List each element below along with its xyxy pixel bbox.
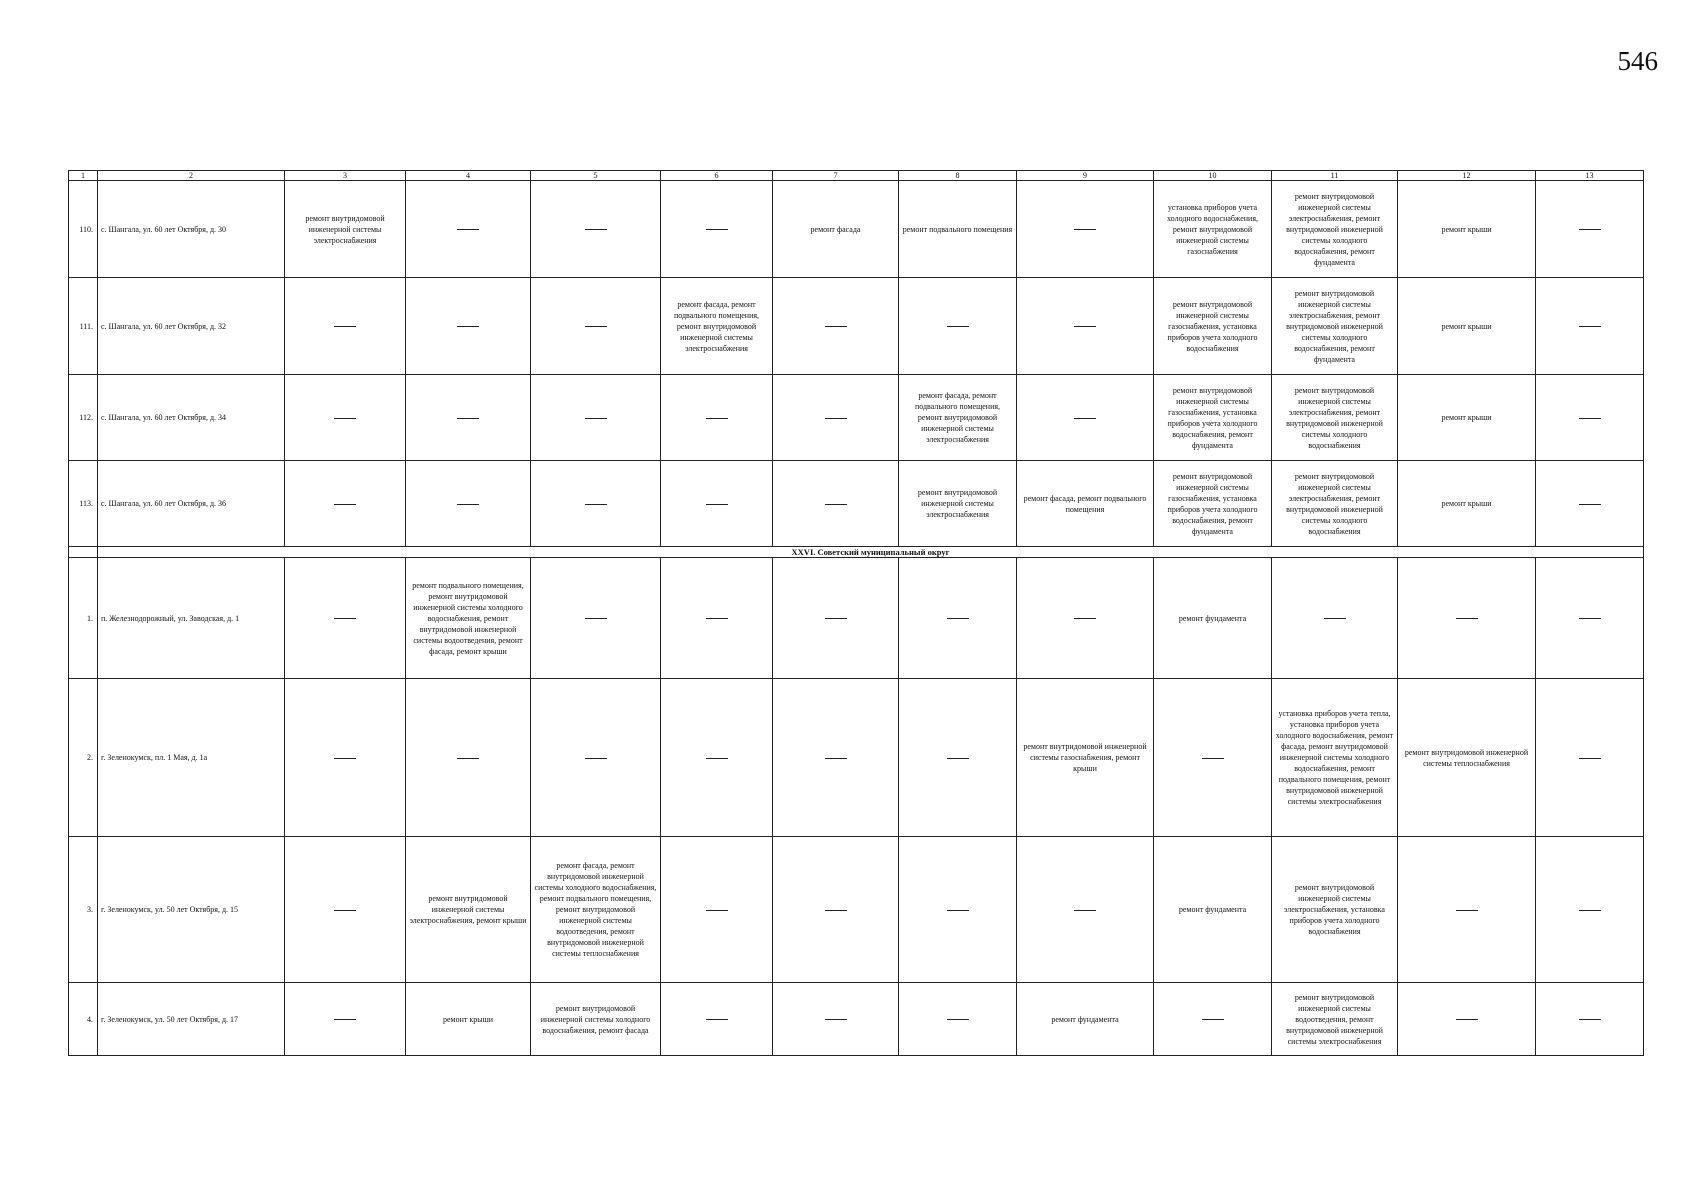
row-cell — [899, 278, 1017, 375]
row-number: 110. — [69, 181, 98, 278]
row-address: с. Шангала, ул. 60 лет Октября, д. 34 — [98, 375, 285, 461]
empty-dash — [585, 504, 607, 505]
row-number: 3. — [69, 837, 98, 983]
row-cell: ремонт фасада, ремонт подвального помещения — [1017, 461, 1154, 547]
row-cell: ремонт внутридомовой инженерной системы электроснабжения — [285, 181, 406, 278]
row-cell — [773, 983, 899, 1056]
row-cell — [285, 558, 406, 679]
page-number: 546 — [1617, 46, 1658, 76]
row-cell — [899, 558, 1017, 679]
row-cell: ремонт внутридомовой инженерной системы электроснабжения, ремонт внутридомовой инженерной системы холодного водоснабжения — [1272, 375, 1398, 461]
row-cell — [285, 983, 406, 1056]
empty-dash — [1579, 1019, 1601, 1020]
row-cell — [1017, 837, 1154, 983]
empty-dash — [1579, 504, 1601, 505]
empty-dash — [457, 758, 479, 759]
row-cell — [1398, 837, 1536, 983]
section-row — [69, 547, 1644, 558]
row-cell — [1154, 983, 1272, 1056]
empty-dash — [1579, 618, 1601, 619]
row-cell: ремонт внутридомовой инженерной системы газоснабжения, ремонт крыши — [1017, 679, 1154, 837]
row-cell — [1536, 181, 1644, 278]
row-cell: установка приборов учета холодного водоснабжения, ремонт внутридомовой инженерной системы газоснабжения — [1154, 181, 1272, 278]
row-cell — [661, 679, 773, 837]
empty-dash — [457, 326, 479, 327]
column-number: 4 — [406, 171, 531, 181]
row-address: с. Шангала, ул. 60 лет Октября, д. 36 — [98, 461, 285, 547]
row-cell: ремонт фасада, ремонт подвального помещения, ремонт внутридомовой инженерной системы электроснабжения — [661, 278, 773, 375]
row-cell: ремонт внутридомовой инженерной системы электроснабжения, установка приборов учета холодного водоснабжения — [1272, 837, 1398, 983]
empty-dash — [334, 418, 356, 419]
row-cell — [406, 181, 531, 278]
row-cell — [285, 375, 406, 461]
table-row — [69, 679, 1644, 837]
row-cell — [773, 461, 899, 547]
section-title: XXVI. Советский муниципальный округ — [98, 547, 1644, 558]
row-cell — [661, 983, 773, 1056]
row-cell: ремонт фасада, ремонт подвального помещения, ремонт внутридомовой инженерной системы электроснабжения — [899, 375, 1017, 461]
row-cell: ремонт внутридомовой инженерной системы газоснабжения, установка приборов учета холодного водоснабжения — [1154, 278, 1272, 375]
row-cell — [661, 181, 773, 278]
empty-dash — [1456, 618, 1478, 619]
row-cell: ремонт внутридомовой инженерной системы электроснабжения, ремонт крыши — [406, 837, 531, 983]
row-address: г. Зеленокумск, ул. 50 лет Октября, д. 15 — [98, 837, 285, 983]
row-cell: ремонт крыши — [406, 983, 531, 1056]
row-cell — [531, 558, 661, 679]
row-cell — [285, 679, 406, 837]
empty-dash — [706, 504, 728, 505]
empty-dash — [947, 910, 969, 911]
empty-dash — [334, 504, 356, 505]
row-number: 2. — [69, 679, 98, 837]
column-number: 8 — [899, 171, 1017, 181]
row-cell — [1017, 181, 1154, 278]
table-row — [69, 375, 1644, 461]
empty-dash — [1456, 910, 1478, 911]
empty-dash — [706, 758, 728, 759]
empty-dash — [706, 1019, 728, 1020]
empty-dash — [825, 758, 847, 759]
row-cell — [661, 558, 773, 679]
row-cell — [773, 375, 899, 461]
column-number: 2 — [98, 171, 285, 181]
row-cell — [1536, 679, 1644, 837]
row-cell — [1536, 558, 1644, 679]
column-number: 6 — [661, 171, 773, 181]
row-cell: ремонт внутридомовой инженерной системы электроснабжения, ремонт внутридомовой инженерной системы холодного водоснабжения — [1272, 461, 1398, 547]
row-cell — [1154, 679, 1272, 837]
row-cell — [1536, 983, 1644, 1056]
row-cell: ремонт фундамента — [1154, 558, 1272, 679]
row-cell — [1017, 375, 1154, 461]
row-cell — [285, 278, 406, 375]
row-cell: ремонт внутридомовой инженерной системы теплоснабжения — [1398, 679, 1536, 837]
empty-dash — [825, 504, 847, 505]
empty-dash — [334, 758, 356, 759]
row-cell: ремонт подвального помещения — [899, 181, 1017, 278]
section-blank — [69, 547, 98, 558]
empty-dash — [334, 1019, 356, 1020]
empty-dash — [334, 910, 356, 911]
row-cell — [1536, 461, 1644, 547]
empty-dash — [1074, 229, 1096, 230]
empty-dash — [1074, 618, 1096, 619]
row-cell: установка приборов учета тепла, установка приборов учета холодного водоснабжения, ремонт фасада, ремонт внутридомовой инженерной системы холодного водоснабжения, ремонт подвального помещения, ремонт внутридомовой инженерной системы электроснабжения — [1272, 679, 1398, 837]
empty-dash — [1579, 229, 1601, 230]
row-cell — [1536, 837, 1644, 983]
row-cell — [661, 461, 773, 547]
column-number: 11 — [1272, 171, 1398, 181]
empty-dash — [1074, 326, 1096, 327]
row-address: г. Зеленокумск, ул. 50 лет Октября, д. 17 — [98, 983, 285, 1056]
empty-dash — [947, 758, 969, 759]
row-cell — [661, 837, 773, 983]
row-cell — [531, 461, 661, 547]
empty-dash — [947, 618, 969, 619]
column-number: 7 — [773, 171, 899, 181]
row-cell: ремонт внутридомовой инженерной системы газоснабжения, установка приборов учета холодного водоснабжения, ремонт фундамента — [1154, 461, 1272, 547]
row-cell — [773, 679, 899, 837]
row-cell — [406, 278, 531, 375]
row-cell — [1398, 983, 1536, 1056]
empty-dash — [1074, 910, 1096, 911]
column-number: 5 — [531, 171, 661, 181]
row-cell — [531, 278, 661, 375]
empty-dash — [1202, 758, 1224, 759]
empty-dash — [585, 229, 607, 230]
row-cell — [406, 679, 531, 837]
empty-dash — [457, 418, 479, 419]
row-cell: ремонт крыши — [1398, 181, 1536, 278]
empty-dash — [1579, 326, 1601, 327]
table-row — [69, 983, 1644, 1056]
row-cell — [1272, 558, 1398, 679]
row-cell — [1017, 278, 1154, 375]
table-row — [69, 837, 1644, 983]
table-row — [69, 461, 1644, 547]
row-cell — [285, 837, 406, 983]
row-cell: ремонт внутридомовой инженерной системы электроснабжения, ремонт внутридомовой инженерной системы холодного водоснабжения, ремонт фундамента — [1272, 181, 1398, 278]
row-cell — [531, 679, 661, 837]
empty-dash — [1202, 1019, 1224, 1020]
row-cell — [661, 375, 773, 461]
row-number: 111. — [69, 278, 98, 375]
row-cell: ремонт фасада — [773, 181, 899, 278]
row-cell: ремонт крыши — [1398, 461, 1536, 547]
row-number: 1. — [69, 558, 98, 679]
empty-dash — [706, 618, 728, 619]
empty-dash — [825, 326, 847, 327]
row-address: п. Железнодорожный, ул. Заводская, д. 1 — [98, 558, 285, 679]
empty-dash — [706, 229, 728, 230]
empty-dash — [825, 1019, 847, 1020]
empty-dash — [1324, 618, 1346, 619]
empty-dash — [706, 910, 728, 911]
row-number: 4. — [69, 983, 98, 1056]
repair-schedule-table — [68, 170, 1644, 1056]
empty-dash — [1579, 418, 1601, 419]
row-cell — [531, 375, 661, 461]
column-number-row — [69, 171, 1644, 181]
row-cell: ремонт фасада, ремонт внутридомовой инженерной системы холодного водоснабжения, ремонт подвального помещения, ремонт внутридомовой инженерной системы водоотведения, ремонт внутридомовой инженерной системы теплоснабжения — [531, 837, 661, 983]
row-cell — [1398, 558, 1536, 679]
row-cell — [899, 837, 1017, 983]
column-number: 12 — [1398, 171, 1536, 181]
empty-dash — [1579, 758, 1601, 759]
row-cell — [1536, 375, 1644, 461]
empty-dash — [334, 326, 356, 327]
row-address: с. Шангала, ул. 60 лет Октября, д. 32 — [98, 278, 285, 375]
column-number: 10 — [1154, 171, 1272, 181]
empty-dash — [947, 1019, 969, 1020]
row-cell — [285, 461, 406, 547]
row-cell — [899, 983, 1017, 1056]
row-cell — [406, 461, 531, 547]
empty-dash — [1074, 418, 1096, 419]
row-cell — [1536, 278, 1644, 375]
table-row — [69, 558, 1644, 679]
empty-dash — [457, 229, 479, 230]
empty-dash — [457, 504, 479, 505]
row-cell: ремонт внутридомовой инженерной системы газоснабжения, установка приборов учета холодного водоснабжения, ремонт фундамента — [1154, 375, 1272, 461]
row-cell — [899, 679, 1017, 837]
row-cell: ремонт подвального помещения, ремонт внутридомовой инженерной системы холодного водоснабжения, ремонт внутридомовой инженерной системы водоотведения, ремонт фасада, ремонт крыши — [406, 558, 531, 679]
row-cell — [531, 181, 661, 278]
table-row — [69, 181, 1644, 278]
column-number: 9 — [1017, 171, 1154, 181]
row-cell — [773, 558, 899, 679]
row-number: 112. — [69, 375, 98, 461]
row-cell — [773, 837, 899, 983]
empty-dash — [706, 418, 728, 419]
column-number: 3 — [285, 171, 406, 181]
row-cell: ремонт внутридомовой инженерной системы холодного водоснабжения, ремонт фасада — [531, 983, 661, 1056]
empty-dash — [825, 418, 847, 419]
empty-dash — [1579, 910, 1601, 911]
empty-dash — [334, 618, 356, 619]
row-address: с. Шангала, ул. 60 лет Октября, д. 30 — [98, 181, 285, 278]
empty-dash — [585, 326, 607, 327]
row-cell: ремонт внутридомовой инженерной системы водоотведения, ремонт внутридомовой инженерной системы электроснабжения — [1272, 983, 1398, 1056]
row-cell — [1017, 558, 1154, 679]
row-cell: ремонт крыши — [1398, 375, 1536, 461]
empty-dash — [585, 758, 607, 759]
empty-dash — [1456, 1019, 1478, 1020]
empty-dash — [585, 418, 607, 419]
table-body — [69, 171, 1644, 1056]
table-row — [69, 278, 1644, 375]
empty-dash — [825, 618, 847, 619]
empty-dash — [947, 326, 969, 327]
empty-dash — [825, 910, 847, 911]
row-cell: ремонт внутридомовой инженерной системы электроснабжения — [899, 461, 1017, 547]
row-cell — [406, 375, 531, 461]
row-cell: ремонт фундамента — [1017, 983, 1154, 1056]
column-number: 1 — [69, 171, 98, 181]
row-cell — [773, 278, 899, 375]
row-address: г. Зеленокумск, пл. 1 Мая, д. 1а — [98, 679, 285, 837]
empty-dash — [585, 618, 607, 619]
column-number: 13 — [1536, 171, 1644, 181]
row-number: 113. — [69, 461, 98, 547]
row-cell: ремонт внутридомовой инженерной системы электроснабжения, ремонт внутридомовой инженерной системы холодного водоснабжения, ремонт фундамента — [1272, 278, 1398, 375]
row-cell: ремонт крыши — [1398, 278, 1536, 375]
row-cell: ремонт фундамента — [1154, 837, 1272, 983]
